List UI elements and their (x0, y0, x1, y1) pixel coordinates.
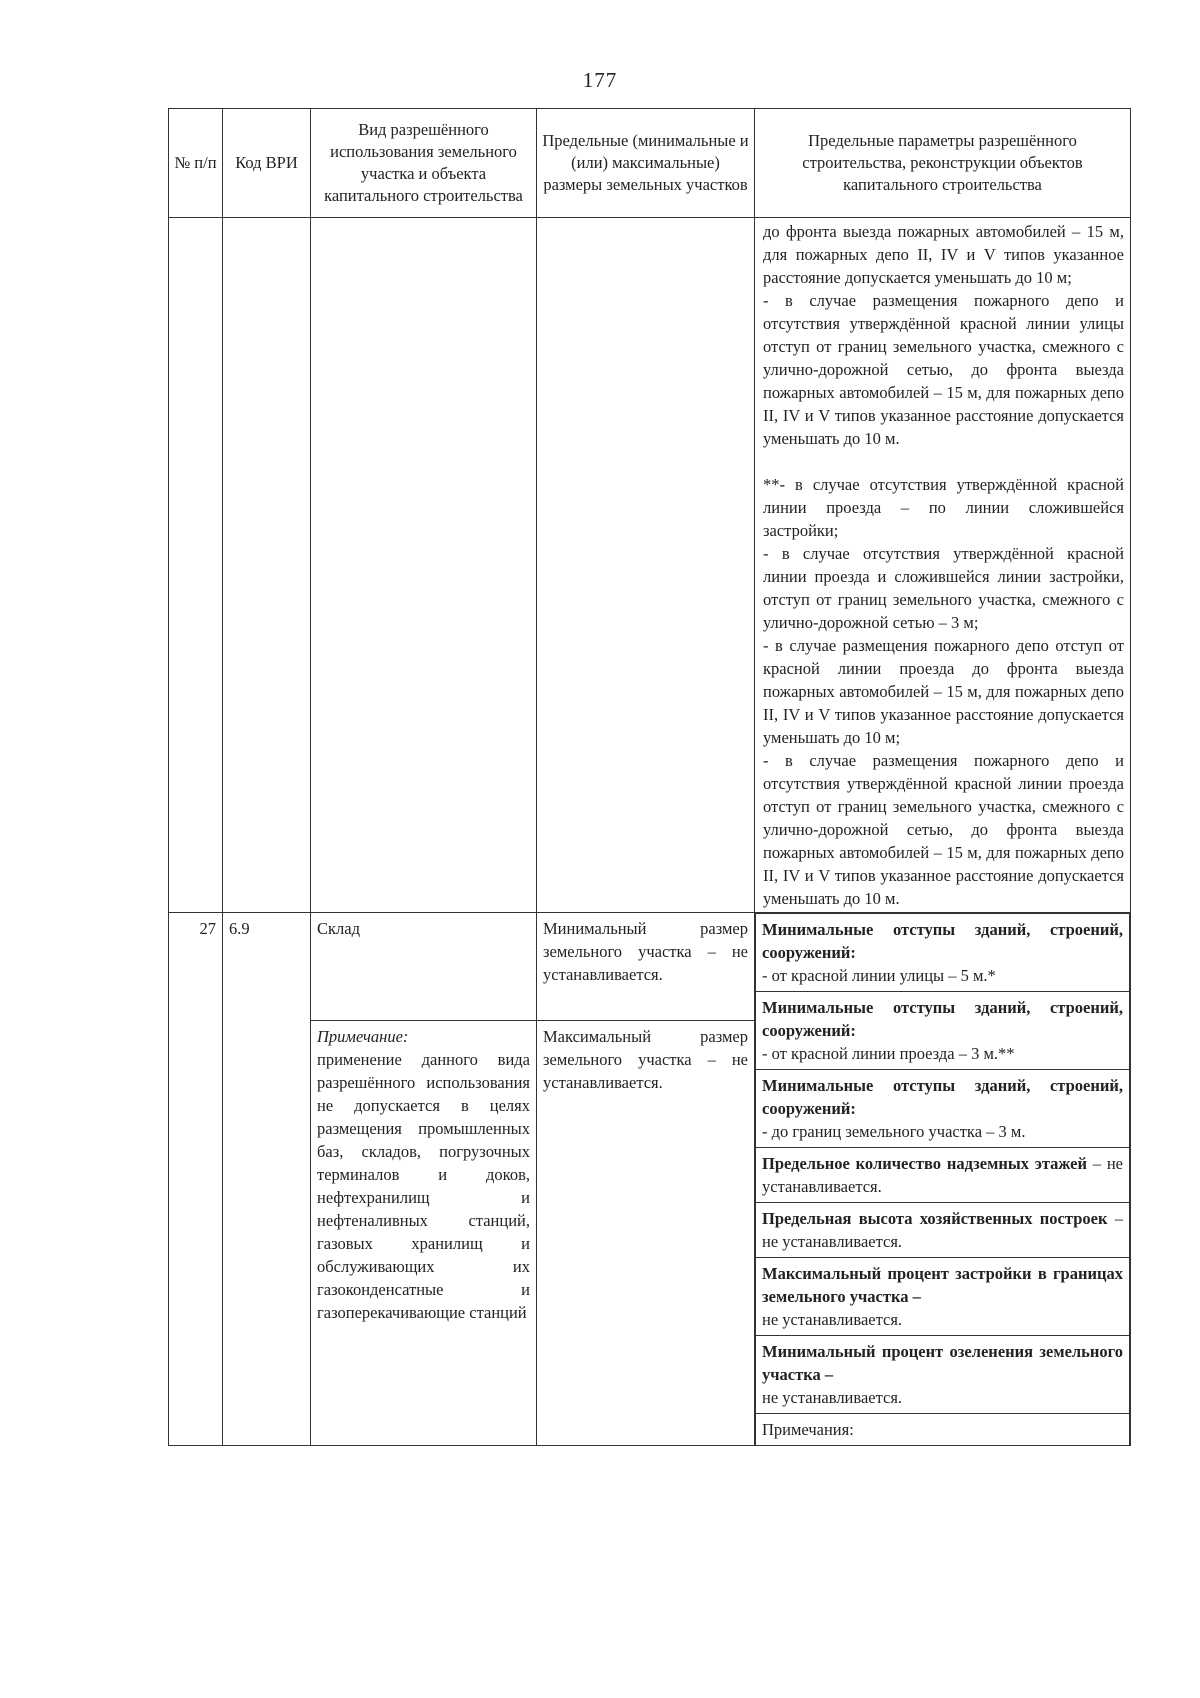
continuation-paragraph: - в случае размещения пожарного депо отступ от красной линии проезда до фронта выезда пожарных автомобилей – 15 м, для пожарных депо II, IV и V типов указанное расстояние допускается уменьшать до 10 м; (763, 636, 1124, 747)
param-item: Предельная высота хозяйственных построек – не устанавливается. (756, 1203, 1130, 1258)
table-row-27 (169, 913, 1131, 1021)
param-item: Минимальный процент озеленения земельного участка – не устанавливается. (756, 1336, 1130, 1414)
continuation-paragraph: - в случае размещения пожарного депо и отсутствия утверждённой красной линии проезда отступ от границ земельного участка, смежного с улично-дорожной сетью, до фронта выезда пожарных автомобилей – 15 м, для пожарных депо II, IV и V типов указанное расстояние допускается уменьшать до 10 м. (763, 751, 1124, 908)
continuation-row (169, 218, 1131, 913)
params-list (755, 913, 1130, 1445)
page-number: 177 (582, 68, 618, 92)
row-vri-note (311, 1020, 537, 1445)
row-size-min: Минимальный размер земельного участка – не устанавливается. (537, 913, 755, 1021)
header-num: № п/п (169, 109, 223, 218)
continuation-paragraph: до фронта выезда пожарных автомобилей – 15 м, для пожарных депо II, IV и V типов указанное расстояние допускается уменьшать до 10 м; (763, 222, 1124, 287)
row-vri: Склад (311, 913, 537, 1021)
row-size-max: Максимальный размер земельного участка – не устанавливается. (537, 1020, 755, 1445)
note-text: применение данного вида разрешённого использования не допускается в целях размещения промышленных баз, складов, погрузочных терминалов и доков, нефтехранилищ и нефтеналивных станций, газовых хранилищ и обслуживающих их газоконденсатные и газоперекачивающие станций (317, 1049, 530, 1322)
param-item: Минимальные отступы зданий, строений, сооружений: - от красной линии улицы – 5 м.* (756, 914, 1130, 992)
row-code: 6.9 (223, 913, 311, 1446)
continuation-paragraph: **- в случае отсутствия утверждённой красной линии проезда – по линии сложившейся застройки; (763, 475, 1124, 540)
header-vri: Вид разрешённого использования земельного участка и объекта капитального строительства (311, 109, 537, 218)
zoning-table (168, 108, 1131, 1446)
note-title: Примечание: (317, 1026, 409, 1046)
table-header-row (169, 109, 1131, 218)
row-number: 27 (169, 913, 223, 1446)
param-item: Минимальные отступы зданий, строений, сооружений: - от красной линии проезда – 3 м.** (756, 992, 1130, 1070)
continuation-paragraph: - в случае размещения пожарного депо и отсутствия утверждённой красной линии улицы отступ от границ земельного участка, смежного с улично-дорожной сетью, до фронта выезда пожарных автомобилей – 15 м, для пожарных депо II, IV и V типов указанное расстояние допускается уменьшать до 10 м. (763, 291, 1124, 448)
continuation-paragraph: - в случае отсутствия утверждённой красной линии проезда и сложившейся линии застройки, отступ от границ земельного участка, смежного с улично-дорожной сетью – 3 м; (763, 544, 1124, 632)
continuation-params-cell (755, 218, 1131, 913)
param-notes: Примечания: (756, 1414, 1130, 1446)
header-size: Предельные (минимальные и (или) максимальные) размеры земельных участков (537, 109, 755, 218)
header-params: Предельные параметры разрешённого строительства, реконструкции объектов капитального строительства (755, 109, 1131, 218)
param-item: Предельное количество надземных этажей – не устанавливается. (756, 1148, 1130, 1203)
param-item: Минимальные отступы зданий, строений, сооружений: - до границ земельного участка – 3 м. (756, 1070, 1130, 1148)
row-params-cell (755, 913, 1131, 1446)
param-item: Максимальный процент застройки в границах земельного участка – не устанавливается. (756, 1258, 1130, 1336)
header-code: Код ВРИ (223, 109, 311, 218)
